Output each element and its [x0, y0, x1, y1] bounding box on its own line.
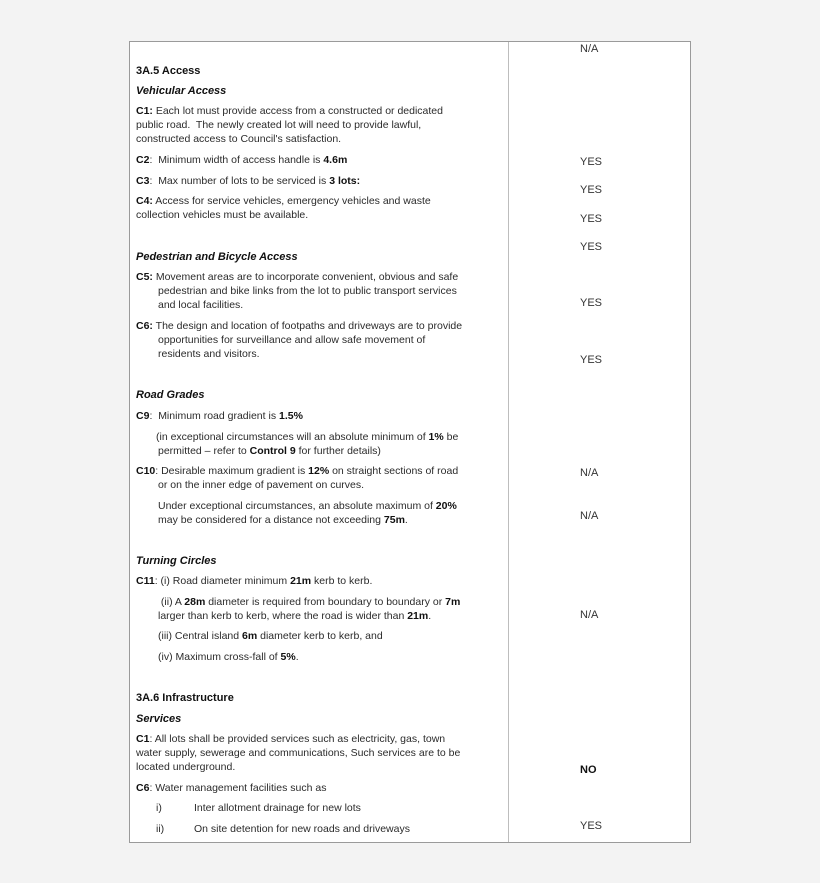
- status-yes: YES: [580, 820, 603, 832]
- c2-text: C2: Minimum width of access handle is 4.6m: [136, 154, 348, 166]
- c1b-line3: located underground.: [136, 761, 236, 773]
- status-na: N/A: [580, 43, 599, 55]
- c1b-line2: water supply, sewerage and communications, Such services are to be: [136, 747, 461, 759]
- c6b-text: C6: Water management facilities such as: [136, 782, 327, 794]
- status-na: N/A: [580, 467, 599, 479]
- status-yes: YES: [580, 213, 603, 225]
- c6a-line2: opportunities for surveillance and allow safe movement of: [158, 334, 426, 346]
- c6b-i-text: Inter allotment drainage for new lots: [194, 802, 361, 814]
- c6b-i-number: i): [156, 802, 162, 814]
- road-grades-heading: Road Grades: [136, 389, 205, 401]
- c9-note-line2: permitted – refer to Control 9 for further details): [158, 445, 381, 457]
- c6a-line3: residents and visitors.: [158, 348, 260, 360]
- c6b-ii-number: ii): [156, 823, 165, 835]
- c9-note-line1: (in exceptional circumstances will an absolute minimum of 1% be: [156, 431, 459, 443]
- c5-line1: C5: Movement areas are to incorporate convenient, obvious and safe: [136, 271, 459, 283]
- status-na: N/A: [580, 510, 599, 522]
- status-na: N/A: [580, 609, 599, 621]
- access-heading: 3A.5 Access: [136, 65, 201, 77]
- c10-exception-line1: Under exceptional circumstances, an absolute maximum of 20%: [158, 500, 457, 512]
- c11-i: C11: (i) Road diameter minimum 21m kerb to kerb.: [136, 575, 373, 587]
- c1b-line1: C1: All lots shall be provided services such as electricity, gas, town: [136, 733, 446, 745]
- column-divider: [508, 42, 509, 842]
- c1-line3: constructed access to Council's satisfaction.: [136, 133, 342, 145]
- c10-exception-line2: may be considered for a distance not exceeding 75m.: [158, 514, 408, 526]
- c1-line1: C1: Each lot must provide access from a constructed or dedicated: [136, 105, 443, 117]
- c9-text: C9: Minimum road gradient is 1.5%: [136, 410, 303, 422]
- turning-heading: Turning Circles: [136, 555, 217, 567]
- c10-line2: or on the inner edge of pavement on curves.: [158, 479, 365, 491]
- c1-line2: public road. The newly created lot will need to provide lawful,: [136, 119, 422, 131]
- c5-line2: pedestrian and bike links from the lot to public transport services: [158, 285, 457, 297]
- c4-line1: C4: Access for service vehicles, emergency vehicles and waste: [136, 195, 431, 207]
- status-yes: YES: [580, 156, 603, 168]
- c10-line1: C10: Desirable maximum gradient is 12% on straight sections of road: [136, 465, 459, 477]
- c6b-ii-text: On site detention for new roads and driveways: [194, 823, 410, 835]
- c3-text: C3: Max number of lots to be serviced is 3 lots:: [136, 175, 361, 187]
- pedestrian-heading: Pedestrian and Bicycle Access: [136, 251, 298, 263]
- c11-iv: (iv) Maximum cross-fall of 5%.: [158, 651, 299, 663]
- c4-line2: collection vehicles must be available.: [136, 209, 309, 221]
- c11-ii-line1: (ii) A 28m diameter is required from boundary to boundary or 7m: [158, 596, 461, 608]
- status-yes: YES: [580, 297, 603, 309]
- c11-ii-line2: larger than kerb to kerb, where the road is wider than 21m.: [158, 610, 432, 622]
- services-heading: Services: [136, 713, 182, 725]
- c6a-line1: C6: The design and location of footpaths and driveways are to provide: [136, 320, 463, 332]
- compliance-table: [129, 41, 691, 843]
- status-yes: YES: [580, 241, 603, 253]
- vehicular-heading: Vehicular Access: [136, 85, 227, 97]
- c5-line3: and local facilities.: [158, 299, 244, 311]
- c11-iii: (iii) Central island 6m diameter kerb to kerb, and: [158, 630, 383, 642]
- status-no: NO: [580, 764, 597, 776]
- status-yes: YES: [580, 354, 603, 366]
- infrastructure-heading: 3A.6 Infrastructure: [136, 692, 234, 704]
- status-yes: YES: [580, 184, 603, 196]
